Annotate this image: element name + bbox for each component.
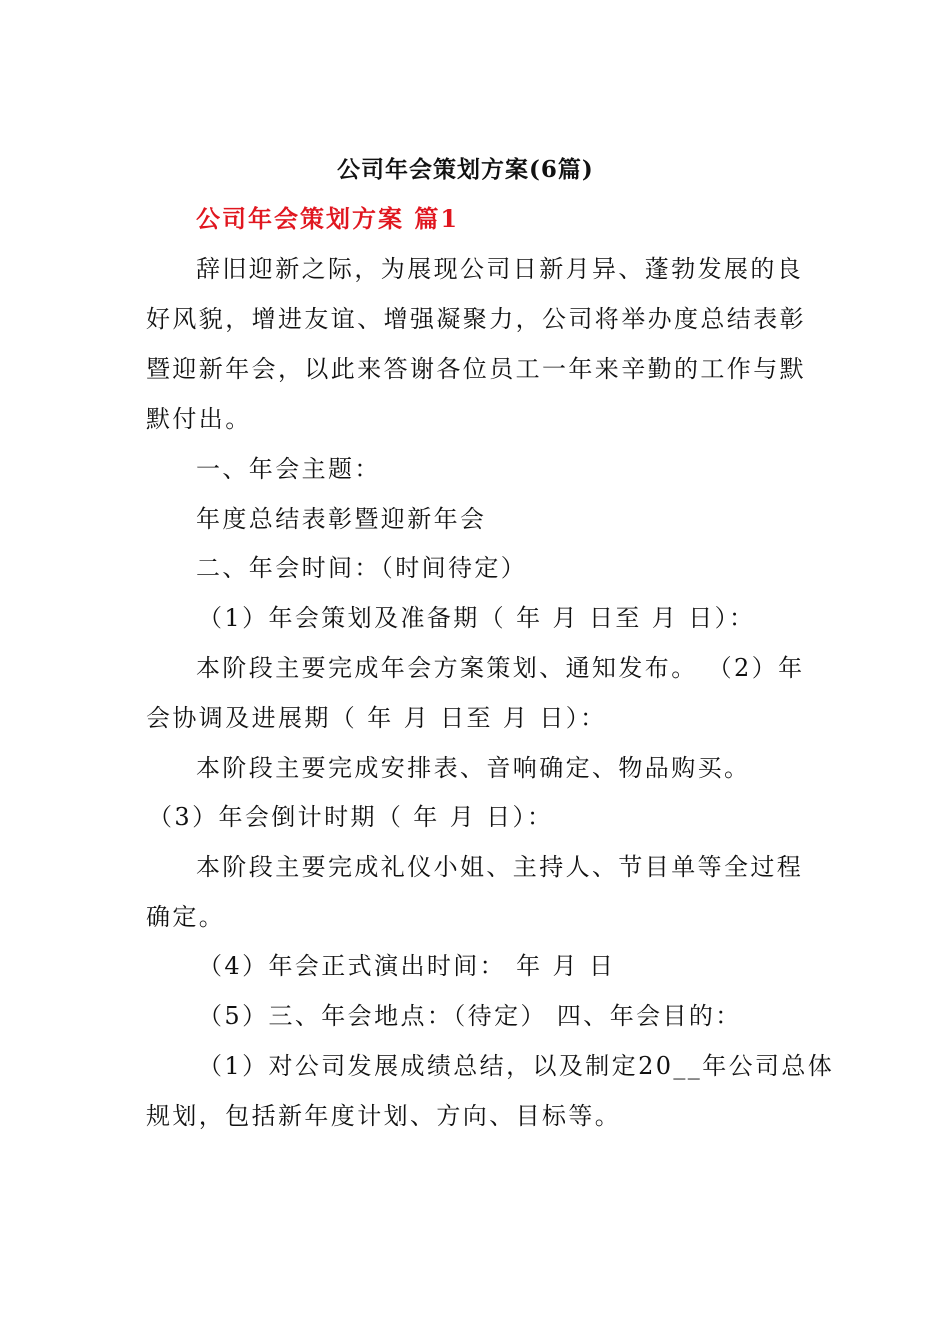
document-title: 公司年会策划方案(6篇): [337, 156, 594, 183]
paragraph-line: 本阶段主要完成安排表、音响确定、物品购买。: [196, 754, 751, 782]
paragraph-line: 一、年会主题：: [196, 455, 381, 483]
paragraph-line: （3）年会倒计时期（ 年 月 日）：: [148, 803, 554, 831]
paragraph-line: 确定。: [146, 903, 226, 931]
paragraph-line: 年度总结表彰暨迎新年会: [196, 505, 487, 533]
paragraph-line: 辞旧迎新之际，为展现公司日新月异、蓬勃发展的良: [196, 255, 804, 283]
paragraph-line: 好风貌，增进友谊、增强凝聚力，公司将举办度总结表彰: [146, 305, 806, 333]
paragraph-line: 本阶段主要完成年会方案策划、通知发布。 （2）年: [196, 654, 805, 682]
section-heading: 公司年会策划方案 篇1: [196, 204, 460, 233]
paragraph-line: 默付出。: [146, 405, 252, 433]
paragraph-line: 本阶段主要完成礼仪小姐、主持人、节目单等全过程: [196, 853, 804, 881]
paragraph-line: （1）对公司发展成绩总结，以及制定20__年公司总体: [198, 1052, 835, 1080]
paragraph-line: 规划，包括新年度计划、方向、目标等。: [146, 1102, 622, 1130]
paragraph-line: 暨迎新年会，以此来答谢各位员工一年来辛勤的工作与默: [146, 355, 806, 383]
paragraph-line: （4）年会正式演出时间： 年 月 日: [198, 952, 616, 980]
paragraph-line: （5）三、年会地点：（待定） 四、年会目的：: [198, 1002, 742, 1030]
paragraph-line: 会协调及进展期（ 年 月 日至 月 日）：: [146, 704, 607, 732]
paragraph-line: 二、年会时间：（时间待定）: [196, 554, 528, 582]
paragraph-line: （1）年会策划及准备期（ 年 月 日至 月 日）：: [198, 604, 756, 632]
